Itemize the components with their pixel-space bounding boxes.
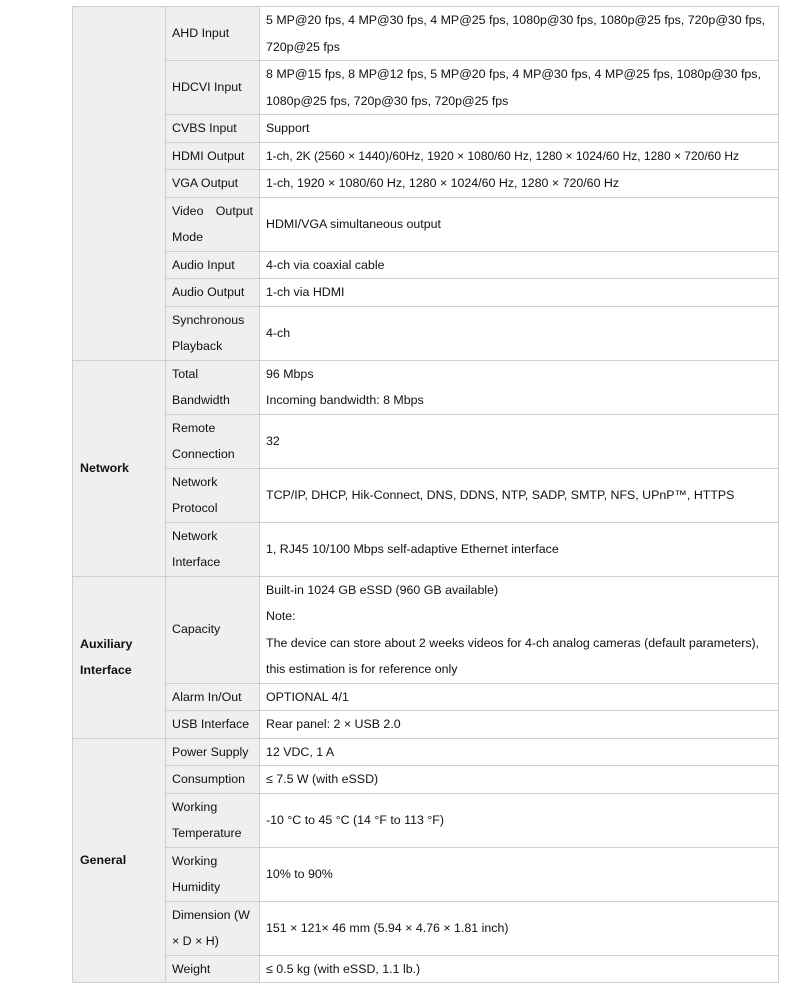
value-video-output-mode: HDMI/VGA simultaneous output xyxy=(260,197,779,251)
value-working-humidity: 10% to 90% xyxy=(260,847,779,901)
item-label-ahd-input: AHD Input xyxy=(166,7,260,61)
table-row xyxy=(73,522,779,576)
value-total-bandwidth: 96 Mbps Incoming bandwidth: 8 Mbps xyxy=(260,360,779,414)
item-label-usb-interface: USB Interface xyxy=(166,711,260,739)
item-label-hdcvi-input: HDCVI Input xyxy=(166,61,260,115)
value-hdcvi-input: 8 MP@15 fps, 8 MP@12 fps, 5 MP@20 fps, 4 MP@30 fps, 4 MP@25 fps, 1080p@30 fps, 1080p@25 fps, 720p@30 fps, 720p@25 fps xyxy=(260,61,779,115)
table-row xyxy=(73,7,779,61)
value-network-protocol: TCP/IP, DHCP, Hik-Connect, DNS, DDNS, NTP, SADP, SMTP, NFS, UPnP™, HTTPS xyxy=(260,468,779,522)
item-label-network-protocol: Network Protocol xyxy=(166,468,260,522)
value-consumption: ≤ 7.5 W (with eSSD) xyxy=(260,766,779,794)
value-usb-interface: Rear panel: 2 × USB 2.0 xyxy=(260,711,779,739)
table-row xyxy=(73,468,779,522)
table-row xyxy=(73,711,779,739)
table-row xyxy=(73,142,779,170)
item-label-dimension: Dimension (W × D × H) xyxy=(166,901,260,955)
item-label-network-interface: Network Interface xyxy=(166,522,260,576)
value-capacity: Built-in 1024 GB eSSD (960 GB available) Note: The device can store about 2 weeks videos for 4-ch analog cameras (default parameters), this estimation is for reference only xyxy=(260,576,779,683)
table-row xyxy=(73,197,779,251)
item-label-power-supply: Power Supply xyxy=(166,738,260,766)
item-label-synchronous-playback: Synchronous Playback xyxy=(166,306,260,360)
table-row xyxy=(73,306,779,360)
value-cvbs-input: Support xyxy=(260,115,779,143)
table-row xyxy=(73,414,779,468)
item-label-vga-output: VGA Output xyxy=(166,170,260,198)
item-label-capacity: Capacity xyxy=(166,576,260,683)
value-audio-output: 1-ch via HDMI xyxy=(260,279,779,307)
item-label-weight: Weight xyxy=(166,955,260,983)
value-audio-input: 4-ch via coaxial cable xyxy=(260,251,779,279)
table-row xyxy=(73,279,779,307)
item-label-audio-input: Audio Input xyxy=(166,251,260,279)
table-row xyxy=(73,61,779,115)
value-hdmi-output: 1-ch, 2K (2560 × 1440)/60Hz, 1920 × 1080/60 Hz, 1280 × 1024/60 Hz, 1280 × 720/60 Hz xyxy=(260,142,779,170)
value-alarm-in-out: OPTIONAL 4/1 xyxy=(260,683,779,711)
value-network-interface: 1, RJ45 10/100 Mbps self-adaptive Ethernet interface xyxy=(260,522,779,576)
table-row xyxy=(73,847,779,901)
item-label-hdmi-output: HDMI Output xyxy=(166,142,260,170)
table-row xyxy=(73,766,779,794)
value-weight: ≤ 0.5 kg (with eSSD, 1.1 lb.) xyxy=(260,955,779,983)
item-label-working-temperature: Working Temperature xyxy=(166,793,260,847)
table-row xyxy=(73,576,779,683)
value-power-supply: 12 VDC, 1 A xyxy=(260,738,779,766)
category-cell-general: General xyxy=(73,738,166,983)
table-row xyxy=(73,360,779,414)
item-label-consumption: Consumption xyxy=(166,766,260,794)
value-ahd-input: 5 MP@20 fps, 4 MP@30 fps, 4 MP@25 fps, 1080p@30 fps, 1080p@25 fps, 720p@30 fps, 720p@25 fps xyxy=(260,7,779,61)
table-row xyxy=(73,793,779,847)
spec-table xyxy=(72,6,779,983)
table-row xyxy=(73,683,779,711)
category-cell-auxiliary-interface: Auxiliary Interface xyxy=(73,576,166,738)
value-remote-connection: 32 xyxy=(260,414,779,468)
category-cell-network: Network xyxy=(73,360,166,576)
item-label-total-bandwidth: Total Bandwidth xyxy=(166,360,260,414)
table-row xyxy=(73,738,779,766)
table-row xyxy=(73,901,779,955)
value-vga-output: 1-ch, 1920 × 1080/60 Hz, 1280 × 1024/60 Hz, 1280 × 720/60 Hz xyxy=(260,170,779,198)
item-label-video-output-mode: Video Output Mode xyxy=(166,197,260,251)
value-synchronous-playback: 4-ch xyxy=(260,306,779,360)
item-label-alarm-in-out: Alarm In/Out xyxy=(166,683,260,711)
table-row xyxy=(73,955,779,983)
table-row xyxy=(73,251,779,279)
item-label-remote-connection: Remote Connection xyxy=(166,414,260,468)
item-label-audio-output: Audio Output xyxy=(166,279,260,307)
value-working-temperature: -10 °C to 45 °C (14 °F to 113 °F) xyxy=(260,793,779,847)
category-cell-video-audio xyxy=(73,7,166,361)
table-row xyxy=(73,115,779,143)
item-label-working-humidity: Working Humidity xyxy=(166,847,260,901)
value-dimension: 151 × 121× 46 mm (5.94 × 4.76 × 1.81 inch) xyxy=(260,901,779,955)
item-label-cvbs-input: CVBS Input xyxy=(166,115,260,143)
table-row xyxy=(73,170,779,198)
